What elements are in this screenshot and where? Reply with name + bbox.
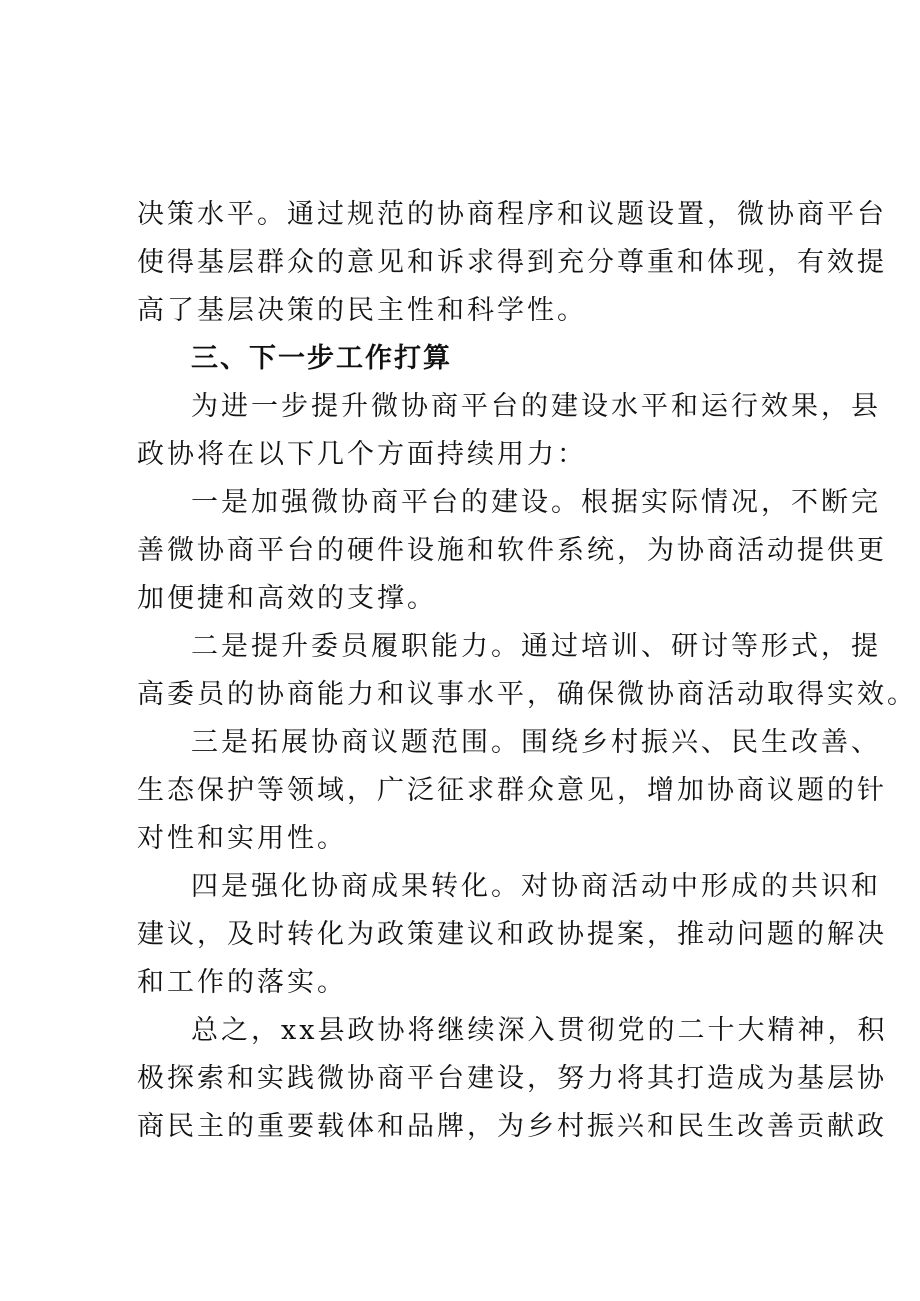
text-line: 一是加强微协商平台的建设。根据实际情况，不断完 (191, 487, 881, 518)
text-line: 建议，及时转化为政策建议和政协提案，推动问题的解决 (137, 919, 887, 950)
text-line: 高委员的协商能力和议事水平，确保微协商活动取得实效。 (137, 679, 917, 710)
text-line: 三是拓展协商议题范围。围绕乡村振兴、民生改善、 (191, 727, 881, 758)
text-line: 二是提升委员履职能力。通过培训、研讨等形式，提 (191, 631, 881, 662)
text-line: 四是强化协商成果转化。对协商活动中形成的共识和 (191, 871, 881, 902)
text-line: 和工作的落实。 (137, 967, 347, 998)
text-line: 政协将在以下几个方面持续用力： (137, 439, 587, 470)
text-line: 善微协商平台的硬件设施和软件系统，为协商活动提供更 (137, 535, 887, 566)
text-line: 商民主的重要载体和品牌，为乡村振兴和民生改善贡献政 (137, 1111, 887, 1142)
text-line: 总之，xx县政协将继续深入贯彻党的二十大精神，积 (191, 1015, 888, 1046)
text-line: 高了基层决策的民主性和科学性。 (137, 295, 587, 326)
text-line: 为进一步提升微协商平台的建设水平和运行效果，县 (191, 391, 881, 422)
text-line: 决策水平。通过规范的协商程序和议题设置，微协商平台 (137, 199, 887, 230)
text-line: 加便捷和高效的支撑。 (137, 583, 437, 614)
text-line: 对性和实用性。 (137, 823, 347, 854)
text-line: 使得基层群众的意见和诉求得到充分尊重和体现，有效提 (137, 247, 887, 278)
section-heading: 三、下一步工作打算 (191, 343, 452, 374)
text-line: 生态保护等领域，广泛征求群众意见，增加协商议题的针 (137, 775, 887, 806)
text-line: 极探索和实践微协商平台建设，努力将其打造成为基层协 (137, 1063, 887, 1094)
